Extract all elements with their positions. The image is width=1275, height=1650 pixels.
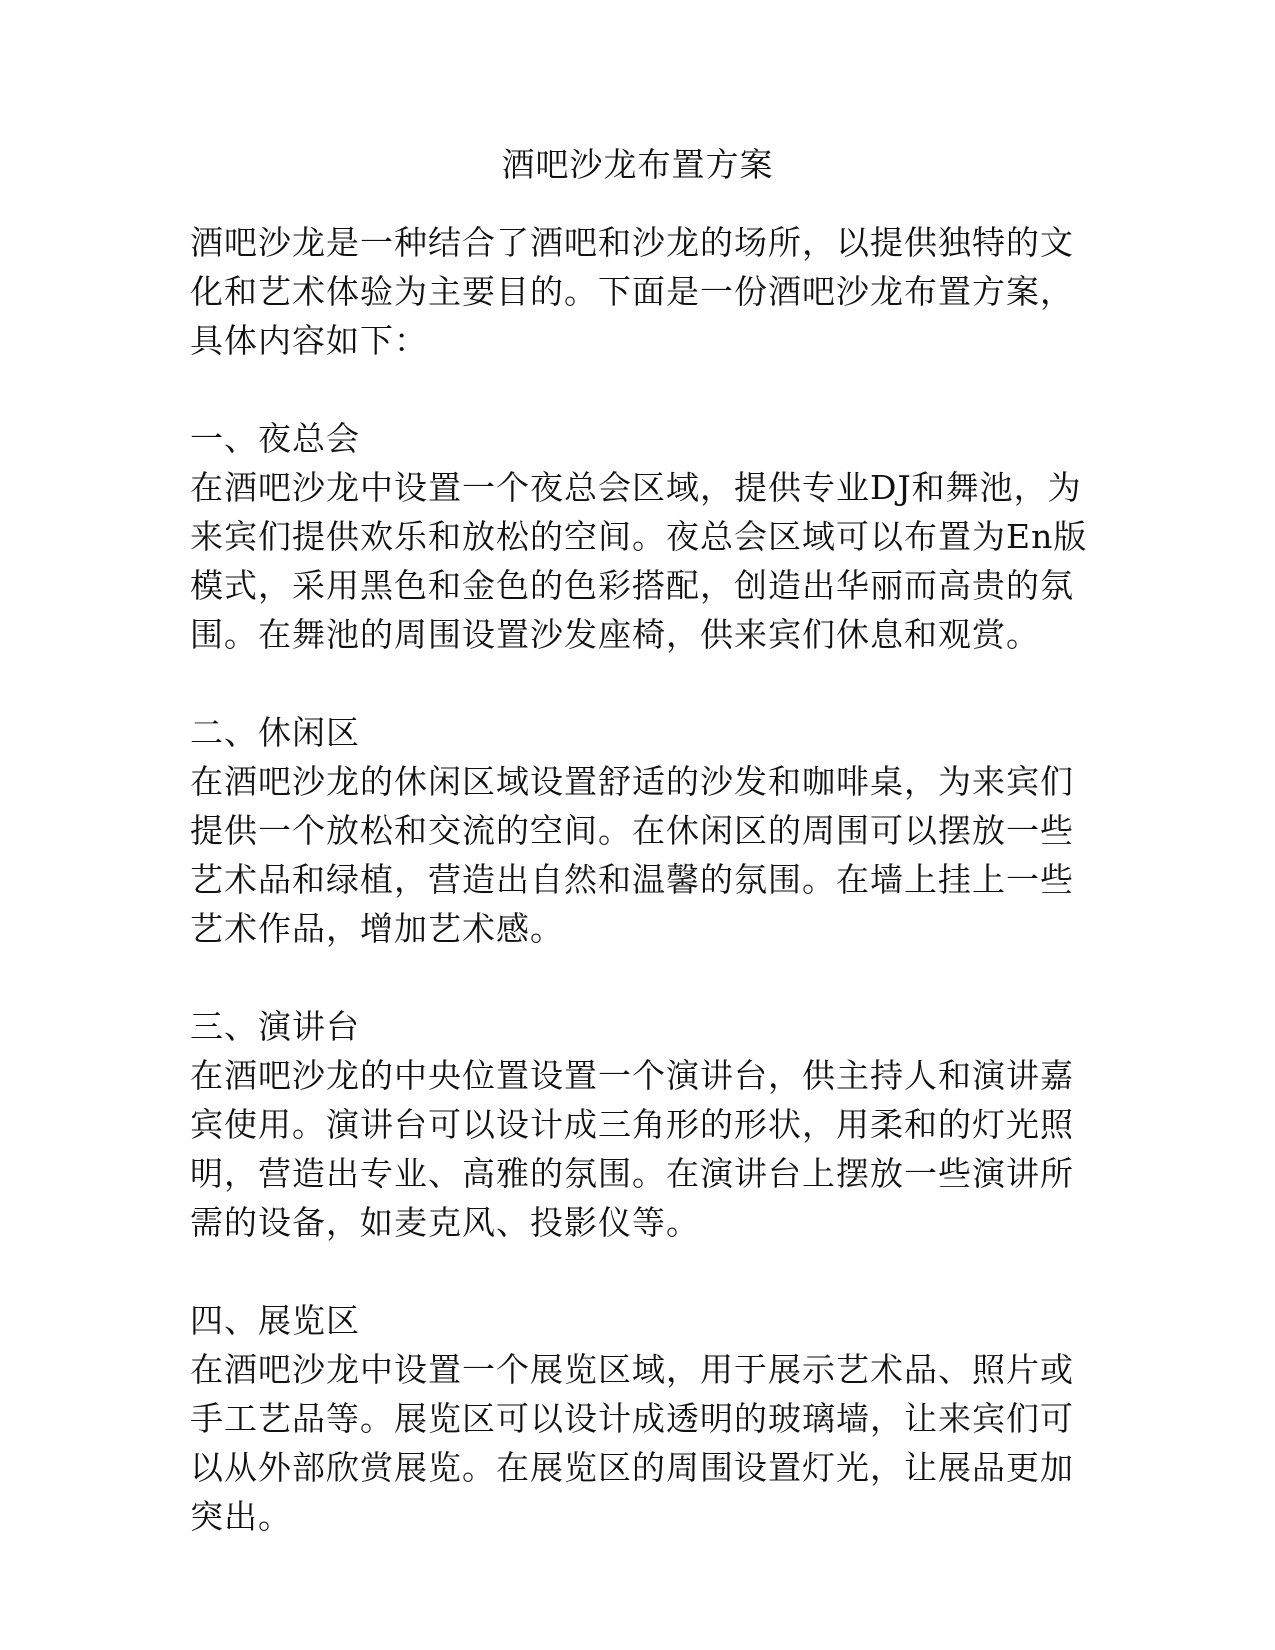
document-body <box>190 218 1090 1541</box>
section-paragraph: 在酒吧沙龙中设置一个展览区域，用于展示艺术品、照片或手工艺品等。展览区可以设计成透明的玻璃墙，让来宾们可以从外部欣赏展览。在展览区的周围设置灯光，让展品更加突出。 <box>190 1350 1074 1536</box>
section-heading: 四、展览区 <box>190 1301 360 1340</box>
section-paragraph: 在酒吧沙龙的中央位置设置一个演讲台，供主持人和演讲嘉宾使用。演讲台可以设计成三角形的形状，用柔和的灯光照明，营造出专业、高雅的氛围。在演讲台上摆放一些演讲所需的设备，如麦克风、投影仪等。 <box>190 1056 1074 1242</box>
section-lounge <box>190 708 1090 953</box>
document-title: 酒吧沙龙布置方案 <box>501 145 774 184</box>
section-paragraph: 在酒吧沙龙中设置一个夜总会区域，提供专业DJ和舞池，为来宾们提供欢乐和放松的空间。夜总会区域可以布置为En版模式，采用黑色和金色的色彩搭配，创造出华丽而高贵的氛围。在舞池的周围设置沙发座椅，供来宾们休息和观赏。 <box>190 468 1088 654</box>
section-exhibition <box>190 1296 1090 1541</box>
section-nightclub <box>190 414 1090 659</box>
section-podium <box>190 1002 1090 1247</box>
section-heading: 二、休闲区 <box>190 713 360 752</box>
section-heading: 三、演讲台 <box>190 1007 360 1046</box>
intro-paragraph: 酒吧沙龙是一种结合了酒吧和沙龙的场所，以提供独特的文化和艺术体验为主要目的。下面是一份酒吧沙龙布置方案，具体内容如下： <box>190 223 1074 360</box>
section-paragraph: 在酒吧沙龙的休闲区域设置舒适的沙发和咖啡桌，为来宾们提供一个放松和交流的空间。在休闲区的周围可以摆放一些艺术品和绿植，营造出自然和温馨的氛围。在墙上挂上一些艺术作品，增加艺术感。 <box>190 762 1074 948</box>
section-heading: 一、夜总会 <box>190 419 360 458</box>
